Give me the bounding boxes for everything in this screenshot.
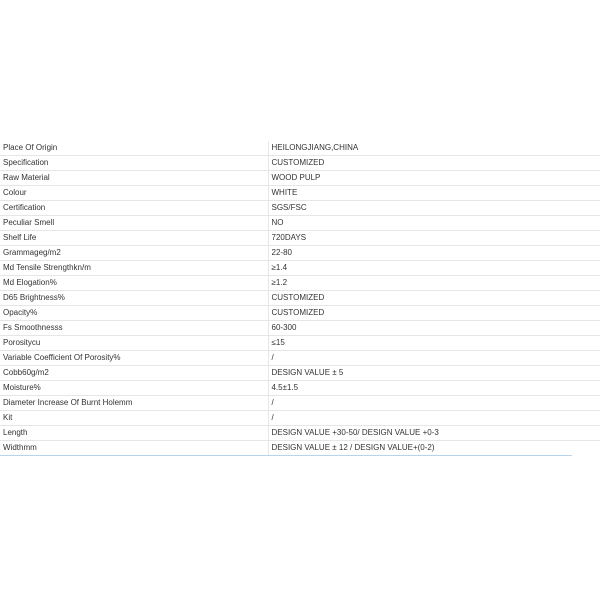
- spec-label: Fs Smoothnesss: [0, 321, 268, 336]
- spec-value: 720DAYS: [268, 231, 600, 246]
- table-row: [0, 186, 600, 201]
- table-row: [0, 216, 600, 231]
- spec-value: 4.5±1.5: [268, 381, 600, 396]
- spec-value: DESIGN VALUE ± 12 / DESIGN VALUE+(0-2): [268, 441, 600, 456]
- spec-label: Md Tensile Strengthkn/m: [0, 261, 268, 276]
- spec-value: SGS/FSC: [268, 201, 600, 216]
- spec-label: Shelf Life: [0, 231, 268, 246]
- table-row: [0, 351, 600, 366]
- spec-value: /: [268, 351, 600, 366]
- spec-label: Grammageg/m2: [0, 246, 268, 261]
- table-row: [0, 276, 600, 291]
- spec-label: Opacity%: [0, 306, 268, 321]
- spec-value: HEILONGJIANG,CHINA: [268, 141, 600, 156]
- spec-label: D65 Brightness%: [0, 291, 268, 306]
- spec-value: /: [268, 411, 600, 426]
- spec-label: Peculiar Smell: [0, 216, 268, 231]
- spec-value: CUSTOMIZED: [268, 291, 600, 306]
- table-row: [0, 261, 600, 276]
- spec-value: 22-80: [268, 246, 600, 261]
- spec-value: DESIGN VALUE ± 5: [268, 366, 600, 381]
- table-row: [0, 246, 600, 261]
- table-row: [0, 426, 600, 441]
- spec-value: 60-300: [268, 321, 600, 336]
- spec-label: Diameter Increase Of Burnt Holemm: [0, 396, 268, 411]
- table-row: [0, 306, 600, 321]
- spec-label: Colour: [0, 186, 268, 201]
- table-bottom-divider: [0, 455, 572, 456]
- table-row: [0, 441, 600, 456]
- spec-label: Place Of Origin: [0, 141, 268, 156]
- spec-value: CUSTOMIZED: [268, 306, 600, 321]
- spec-value: CUSTOMIZED: [268, 156, 600, 171]
- spec-label: Widthmm: [0, 441, 268, 456]
- table-row: [0, 396, 600, 411]
- spec-value: ≥1.4: [268, 261, 600, 276]
- table-row: [0, 411, 600, 426]
- table-row: [0, 366, 600, 381]
- spec-label: Specification: [0, 156, 268, 171]
- table-row: [0, 336, 600, 351]
- spec-value: DESIGN VALUE +30-50/ DESIGN VALUE +0-3: [268, 426, 600, 441]
- spec-label: Certification: [0, 201, 268, 216]
- table-row: [0, 156, 600, 171]
- table-row: [0, 231, 600, 246]
- table-row: [0, 201, 600, 216]
- spec-label: Moisture%: [0, 381, 268, 396]
- spec-label: Md Elogation%: [0, 276, 268, 291]
- spec-value: WHITE: [268, 186, 600, 201]
- spec-label: Porositycu: [0, 336, 268, 351]
- table-row: [0, 171, 600, 186]
- spec-label: Variable Coefficient Of Porosity%: [0, 351, 268, 366]
- spec-value: /: [268, 396, 600, 411]
- spec-label: Raw Material: [0, 171, 268, 186]
- spec-table: [0, 141, 600, 455]
- spec-label: Kit: [0, 411, 268, 426]
- table-row: [0, 381, 600, 396]
- spec-value: WOOD PULP: [268, 171, 600, 186]
- table-row: [0, 321, 600, 336]
- spec-value: ≤15: [268, 336, 600, 351]
- table-row: [0, 141, 600, 156]
- spec-value: NO: [268, 216, 600, 231]
- spec-label: Length: [0, 426, 268, 441]
- table-row: [0, 291, 600, 306]
- spec-label: Cobb60g/m2: [0, 366, 268, 381]
- spec-value: ≥1.2: [268, 276, 600, 291]
